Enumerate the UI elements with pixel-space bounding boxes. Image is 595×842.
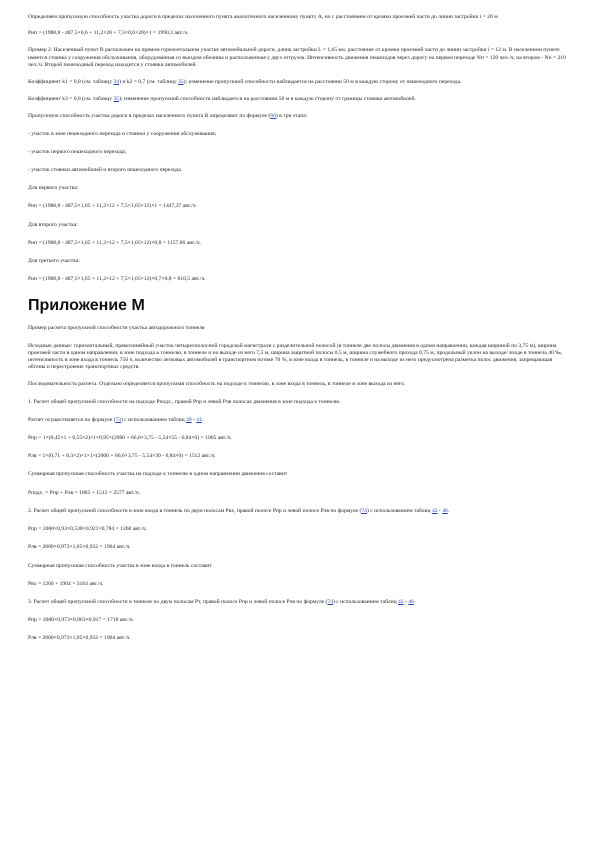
text-run: ) и k2 = 0,7 (см. таблицу [119, 79, 179, 86]
section-label: Для третьего участка: [28, 258, 80, 265]
step-1: 1. Расчет общей пропускной способности на подходе Рподх., правой Рпр и левой Рлв полосах движения в зоне подхода к тоннелю. [28, 398, 341, 405]
table-35-link[interactable]: 35 [178, 79, 184, 86]
appendix-heading: Приложение М [28, 297, 145, 315]
formula: Рнп = (1988,8 - 487,5×1,65 + 11,2×12 + 7,5×1,65×12)×1 = 1447,37 авт./ч. [28, 203, 197, 210]
step-3 [28, 599, 567, 606]
formula-74-link[interactable]: 74 [361, 507, 367, 514]
text-run: ); изменение пропускной способности наблюдается на расстоянии 50 м в каждую сторону от пешеходного перехода. [183, 79, 462, 86]
formula-66-link[interactable]: 66 [270, 113, 276, 120]
table-46-link[interactable]: 46 [408, 598, 414, 605]
table-34-link[interactable]: 34 [113, 79, 120, 86]
paragraph-coefficient-k1 [28, 79, 567, 86]
text-run: 2. Расчет общей пропускной способности в зоне входа в тоннель по двум полосам Рвх, правой полосе Рпр и левой полосе Рлв по формуле ( [28, 507, 362, 514]
text-run: . [413, 598, 416, 605]
paragraph-sum: Суммарная пропускная способность участка на подходе к тоннелю в одном направлении движения составит [28, 471, 288, 478]
formula: Рпр = 2000×0,93×0,538×0,921×0,784 = 1260 авт./ч. [28, 526, 147, 533]
formula: Рподх. = Рпр + Рлв = 1065 + 1512 = 2577 авт./ч. [28, 489, 141, 496]
formula: Рлв = 1×(0,71 + 0,3×2)×1×1×(2000 + 66,6×3,75 - 5,54×30 - 6,84×0) = 1512 авт./ч. [28, 453, 216, 460]
text-run: Пропускную способность участка дороги в пределах населенного пункта В определяют по формуле ( [28, 113, 271, 120]
list-item: - участок первого пешеходного перехода; [28, 148, 127, 155]
table-46-link[interactable]: 46 [442, 507, 448, 514]
text-run: ) с использованием таблиц [121, 416, 187, 423]
text-run: ) с использованием таблиц [332, 598, 398, 605]
text-run: Коэффициент k3 = 0,8 (см. таблицу [28, 96, 114, 103]
table-42-link[interactable]: 42 [397, 598, 404, 605]
text-run: 3. Расчет общей пропускной способности в тоннеле по двум полосам Рт, правой полосе Рпр и левой полосе Рлв по формуле ( [28, 598, 328, 605]
appendix-subtitle: Пример расчета пропускной способности участка автодорожного тоннеля [28, 325, 205, 332]
text-run: Расчет осуществляется по формуле ( [28, 416, 116, 423]
section-label: Для второго участка: [28, 221, 78, 228]
text-run: ) в три этапа: [275, 113, 308, 120]
text-run: - [403, 598, 409, 605]
paragraph-settlement-a: Определяем пропускную способность участка дороги в пределах населенного пункта аналогичного населенному пункту А, но с расстоянием от кромки проезжей части до линии застройки i = 20 м [28, 14, 498, 20]
paragraph-coefficient-k3 [28, 96, 567, 103]
table-42-link[interactable]: 42 [431, 507, 438, 514]
list-item: - участок в зоне пешеходного перехода и стоянки у сооружения обслуживания; [28, 130, 217, 137]
paragraph-three-stages [28, 113, 567, 120]
table-39-link[interactable]: 39 [186, 416, 192, 423]
list-item: - участок стоянки автомобилей и второго пешеходного перехода. [28, 167, 183, 174]
paragraph-sequence: Последовательность расчета. Отдельно определяется пропускная способность на подходе к тоннелю, в зоне входа в тоннель, в тоннеле и зоне выхода из него. [28, 381, 406, 388]
text-run: ) с использованием таблиц [366, 507, 432, 514]
table-41-link[interactable]: 41 [196, 416, 202, 423]
formula: Рнп = (1988,8 - 487,5×1,65 + 11,2×12 + 7,5×1,65×12)×0,8 = 1157,86 авт./ч. [28, 239, 201, 246]
paragraph-example-2: Пример 2. Населенный пункт В расположен на прямом горизонтальном участке автомобильной дороги, длина застройки L = 1,65 км, расстояние от кромки проезжей части до линии застройки i = 12 м. В населенном пункте имеется стоянка у сооружения обслуживания, оборудованная со въездом обочины и расположенная у двух отгрузок. Интенсивность движения пешеходов через дорогу на первом переходе Nп = 120 чел./ч, на втором - Nп = 210 чел./ч. Второй пешеходный переход находится у стоянки автомобилей. [28, 47, 566, 68]
paragraph-initial-data: Исходные данные: горизонтальный, прямолинейный участок четырехполосной городской магистрали с разделительной полосой (в тоннеле две полосы движения в одном направлении, каждая шириной по 3,75 м), ширина проезжей части в одном направлении, в зоне подхода к тоннелю, в тоннеле и на выходе из него 7,5 м, ширина защитной полосы 0,5 м, ширина служебного прохода 0,75 м, продольный уклон на выходе/ входе в тоннель 40 ‰, интенсивность в зоне входа в тоннель 750 ч, количество легковых автомобилей в транспортном потоке 70 %, в зоне входа в тоннель, в тоннеле и на выходе из него предусмотрена разметка полос движения, запрещающая обгоны и перестроение транспортных средств. [28, 342, 563, 371]
formula: Рлв = 2000×0,973×1,05×0,932 = 1904 авт./ч. [28, 635, 131, 642]
text-run: ); изменение пропускной способности наблюдается на расстоянии 50 м в каждую сторону от границы стоянки автомобилей. [119, 96, 416, 103]
paragraph-formula-ref [28, 417, 567, 424]
formula-74-link[interactable]: 74 [327, 598, 333, 605]
formula: Рпр = 2000×0,973×0,963×0,917 = 1718 авт./ч. [28, 617, 134, 624]
step-2 [28, 508, 567, 515]
text-run: . [447, 507, 450, 514]
text-run: - [191, 416, 197, 423]
text-run: Коэффициент k1 = 0,8 (см. таблицу [28, 79, 114, 86]
paragraph-sum: Суммарная пропускная способность участка в зоне входа в тоннель составит [28, 562, 212, 569]
text-run: - [437, 507, 443, 514]
formula-p1: Рнп = (1988,8 - 487,5×0,6 + 11,2×20 + 7,5×0,6×20)×1 = 1990,3 авт./ч. [28, 30, 189, 37]
formula: Рвх = 1260 + 1904 = 3164 авт./ч. [28, 580, 104, 587]
text-run: . [201, 416, 204, 423]
formula: Рнп = (1988,8 - 487,5×1,65 + 11,2×12 + 7,5×1,65×12)×0,7×0,8 = 810,5 авт./ч. [28, 276, 206, 283]
section-label: Для первого участка: [28, 185, 79, 192]
formula: Рпр = 1×(0,45×1 + 0,55×2)×1×0,95×(2000 + 66,6×3,75 - 5,54×55 - 6,84×0) = 1065 авт./ч. [28, 435, 232, 442]
table-35-link[interactable]: 35 [113, 96, 120, 103]
formula-73-link[interactable]: 73 [115, 416, 122, 423]
formula: Рлв = 2000×0,973×1,05×0,932 = 1904 авт./ч. [28, 544, 131, 551]
